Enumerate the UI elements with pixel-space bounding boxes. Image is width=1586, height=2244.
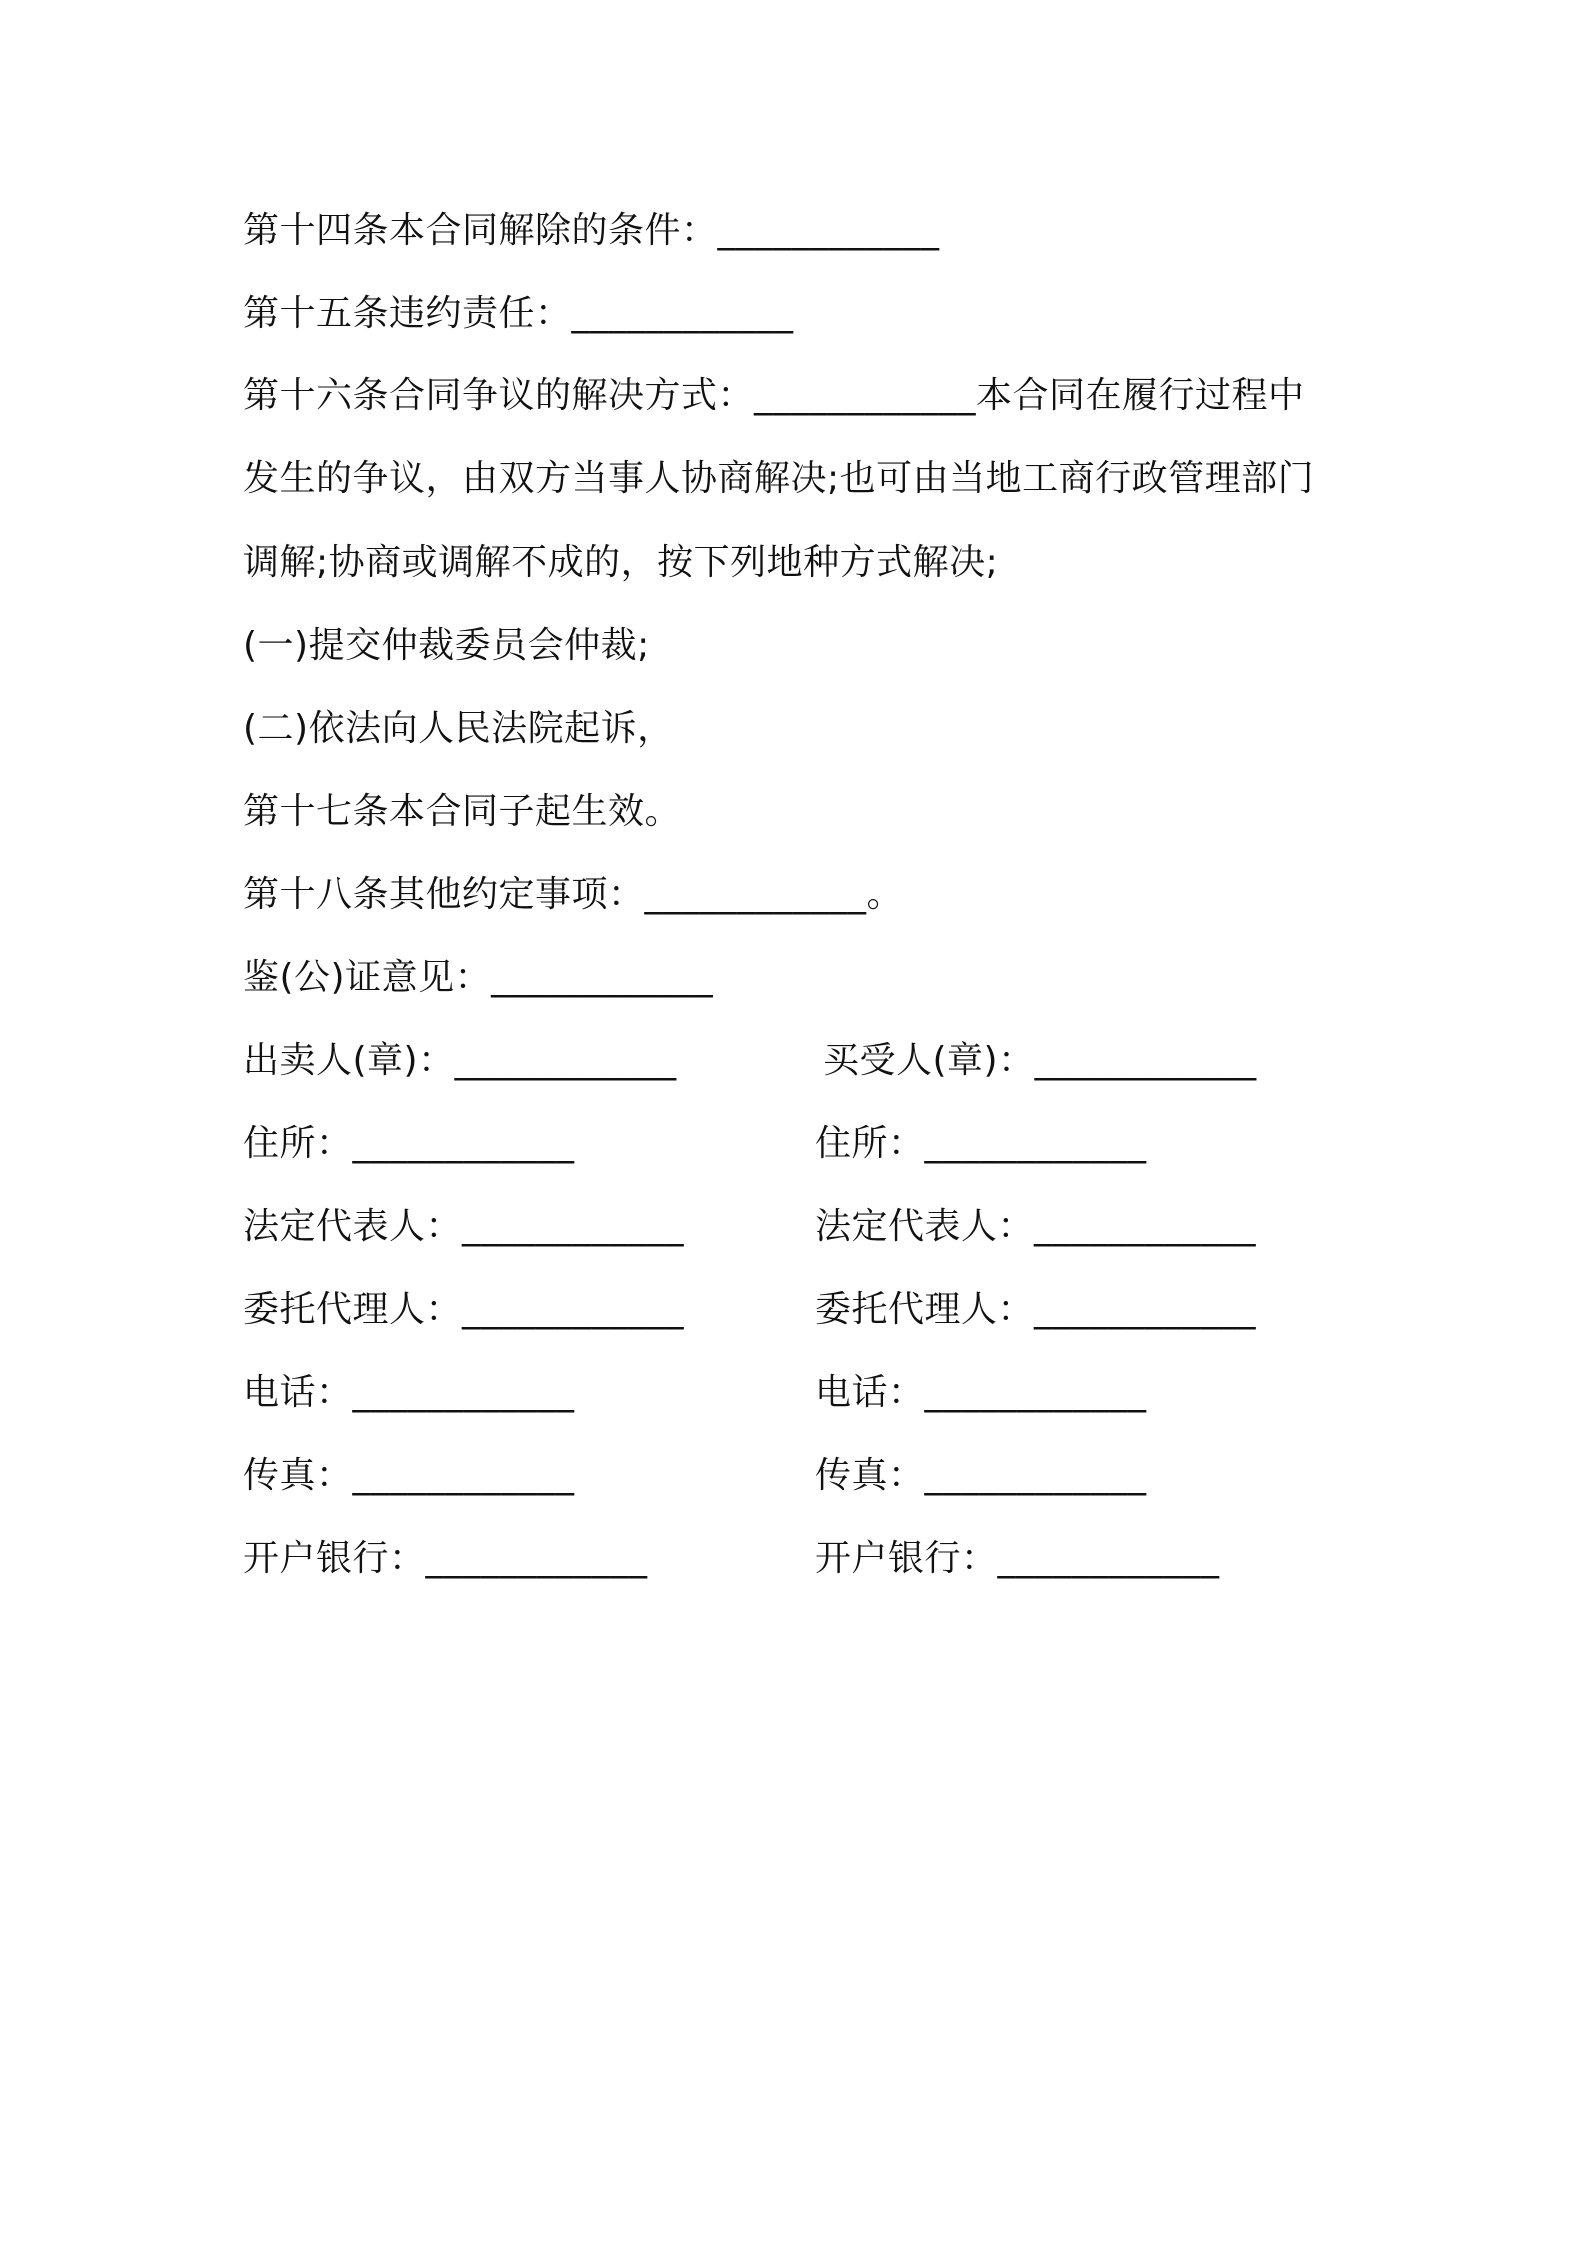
clause-18: 第十八条其他约定事项：____________。 <box>243 874 904 915</box>
clause-16-line-2: 发生的争议，由双方当事人协商解决;也可由当地工商行政管理部门 <box>243 458 1315 499</box>
buyer-legal-rep: 法定代表人：____________ <box>815 1206 1257 1247</box>
seller-legal-rep: 法定代表人：____________ <box>243 1206 685 1247</box>
buyer-bank: 开户银行：____________ <box>815 1538 1220 1579</box>
seller-fax: 传真：____________ <box>243 1455 575 1496</box>
buyer-agent: 委托代理人：____________ <box>815 1289 1257 1330</box>
buyer-fax: 传真：____________ <box>815 1455 1147 1496</box>
clause-16-line-1: 第十六条合同争议的解决方式：____________本合同在履行过程中 <box>243 375 1305 416</box>
seller-agent: 委托代理人：____________ <box>243 1289 685 1330</box>
seller-address: 住所：____________ <box>243 1123 575 1164</box>
clause-16-option-2: (二)依法向人民法院起诉， <box>243 708 674 749</box>
buyer-seal: 买受人(章)：____________ <box>823 1040 1257 1081</box>
clause-14: 第十四条本合同解除的条件：____________ <box>243 210 940 251</box>
notary-opinion: 鉴(公)证意见：____________ <box>243 957 714 998</box>
buyer-address: 住所：____________ <box>815 1123 1147 1164</box>
seller-seal: 出卖人(章)：____________ <box>243 1040 677 1081</box>
seller-bank: 开户银行：____________ <box>243 1538 648 1579</box>
clause-16-option-1: (一)提交仲裁委员会仲裁; <box>243 625 650 666</box>
seller-phone: 电话：____________ <box>243 1372 575 1413</box>
clause-15: 第十五条违约责任：____________ <box>243 293 794 334</box>
buyer-phone: 电话：____________ <box>815 1372 1147 1413</box>
clause-17: 第十七条本合同子起生效。 <box>243 791 682 832</box>
clause-16-line-3: 调解;协商或调解不成的，按下列地种方式解决; <box>243 542 999 583</box>
